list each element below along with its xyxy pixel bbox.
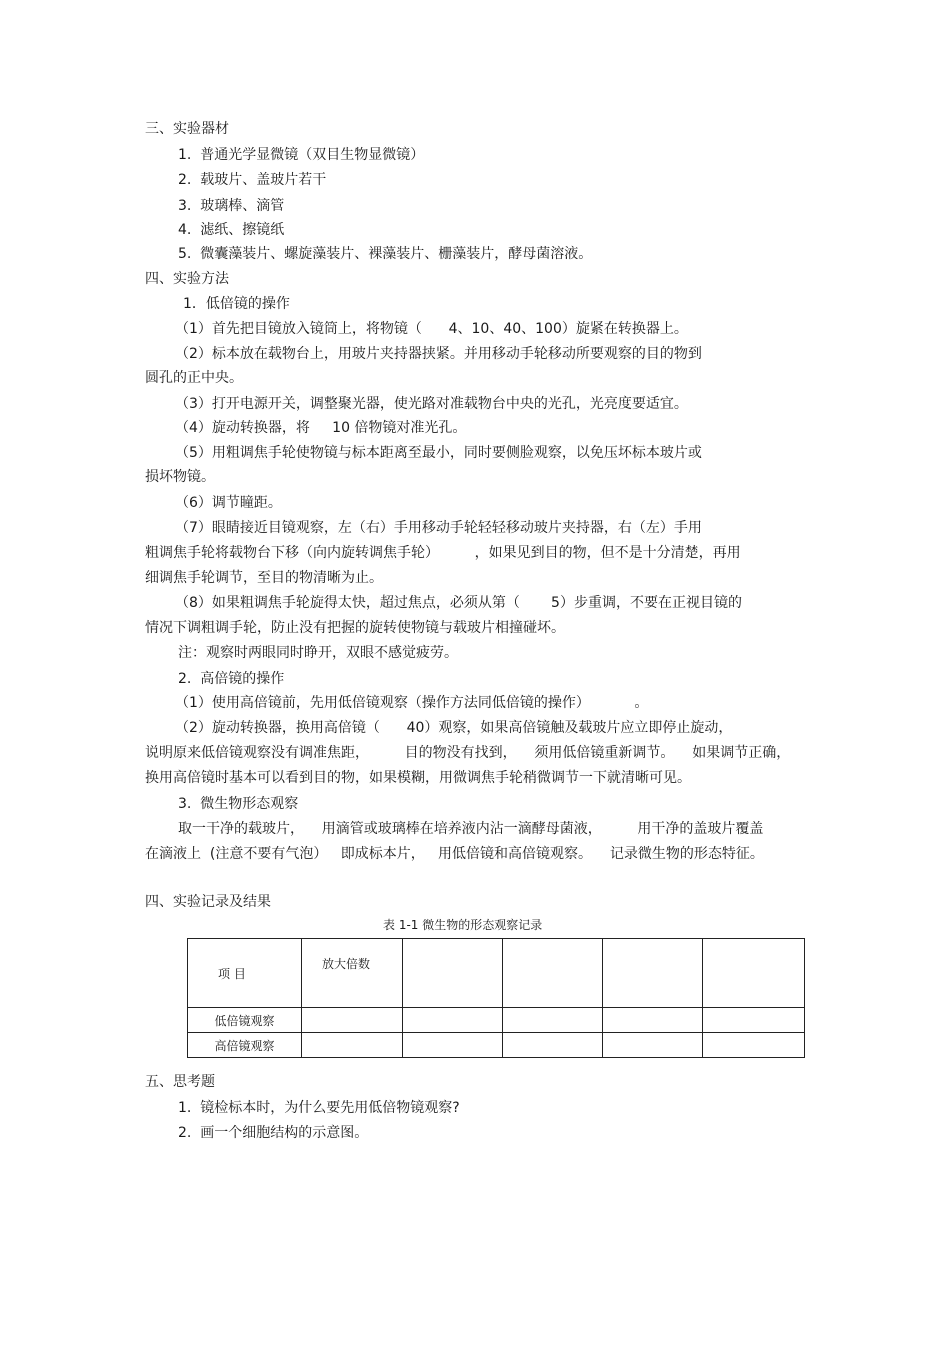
subsection-heading-low-power: 1．低倍镜的操作: [183, 296, 290, 312]
table-cell: [302, 1033, 403, 1058]
paragraph-line: （2）旋动转换器，换用高倍镜（ 40）观察，如果高倍镜触及载玻片应立即停止旋动，: [175, 720, 733, 736]
paragraph-line: （7）眼睛接近目镜观察，左（右）手用移动手轮轻轻移动玻片夹持器，右（左）手用: [175, 520, 702, 536]
list-item: 3. 玻璃棒、滴管: [178, 198, 285, 214]
table-header-cell: [603, 939, 703, 1008]
table-cell: [403, 1033, 503, 1058]
paragraph-line: 说明原来低倍镜观察没有调准焦距， 目的物没有找到， 须用低倍镜重新调节。 如果调节正确，: [145, 745, 791, 761]
paragraph-line: （5）用粗调焦手轮使物镜与标本距离至最小，同时要侧脸观察，以免压坏标本玻片或: [175, 445, 702, 461]
section-heading-equipment: 三、实验器材: [145, 121, 229, 137]
list-item: 2. 画一个细胞结构的示意图。: [178, 1125, 369, 1141]
paragraph-line: （8）如果粗调焦手轮旋得太快，超过焦点，必须从第（ 5）步重调，不要在正视目镜的: [175, 595, 742, 611]
paragraph-line: （4）旋动转换器，将 10 倍物镜对准光孔。: [175, 420, 467, 436]
section-heading-questions: 五、思考题: [145, 1074, 215, 1090]
paragraph-line: （1）首先把目镜放入镜筒上，将物镜（ 4、10、40、100）旋紧在转换器上。: [175, 321, 688, 337]
list-item: 1. 镜检标本时，为什么要先用低倍物镜观察?: [178, 1100, 460, 1116]
table-caption: 表 1-1 微生物的形态观察记录: [383, 918, 543, 932]
list-item: 1. 普通光学显微镜（双目生物显微镜）: [178, 147, 425, 163]
paragraph-line: 在滴液上 (注意不要有气泡） 即成标本片， 用低倍镜和高倍镜观察。 记录微生物的形态特征。: [145, 846, 764, 862]
table-cell: 低倍镜观察: [188, 1008, 302, 1033]
list-item: 5. 微囊藻装片、螺旋藻装片、裸藻装片、栅藻装片，酵母菌溶液。: [178, 246, 593, 262]
table-header-row: [188, 939, 805, 1008]
table-row: [188, 1008, 805, 1033]
table-cell: [603, 1008, 703, 1033]
paragraph-line: 圆孔的正中央。: [145, 370, 243, 386]
paragraph-line: 损坏物镜。: [145, 469, 215, 485]
table-header-cell: [503, 939, 603, 1008]
subsection-heading-micro: 3. 微生物形态观察: [178, 796, 299, 812]
table-cell: [403, 1008, 503, 1033]
table-cell: [603, 1033, 703, 1058]
table-header-cell: [703, 939, 805, 1008]
table-header-cell: 项 目: [188, 939, 302, 1008]
paragraph-line: （3）打开电源开关，调整聚光器，使光路对准载物台中央的光孔，光亮度要适宜。: [175, 396, 688, 412]
table-cell: [302, 1008, 403, 1033]
paragraph-line: （2）标本放在载物台上，用玻片夹持器挟紧。并用移动手轮移动所要观察的目的物到: [175, 346, 702, 362]
note-line: 注：观察时两眼同时睁开，双眼不感觉疲劳。: [178, 645, 458, 661]
subsection-heading-high-power: 2. 高倍镜的操作: [178, 671, 285, 687]
paragraph-line: 情况下调粗调手轮，防止没有把握的旋转使物镜与载玻片相撞碰坏。: [145, 620, 565, 636]
list-item: 4. 滤纸、擦镜纸: [178, 222, 285, 238]
observation-table: [187, 938, 805, 1058]
paragraph-line: 粗调焦手轮将载物台下移（向内旋转调焦手轮） ，如果见到目的物，但不是十分清楚，再用: [145, 545, 741, 561]
section-heading-method: 四、实验方法: [145, 271, 229, 287]
table-cell: [703, 1008, 805, 1033]
paragraph-line: 细调焦手轮调节，至目的物清晰为止。: [145, 570, 383, 586]
table-cell: 高倍镜观察: [188, 1033, 302, 1058]
paragraph-line: （6）调节瞳距。: [175, 495, 282, 511]
table-header-cell: 放大倍数: [302, 939, 403, 1008]
list-item: 2. 载玻片、盖玻片若干: [178, 172, 327, 188]
paragraph-line: 换用高倍镜时基本可以看到目的物，如果模糊，用微调焦手轮稍微调节一下就清晰可见。: [145, 770, 691, 786]
table-cell: [703, 1033, 805, 1058]
table-cell: [503, 1008, 603, 1033]
table-row: [188, 1033, 805, 1058]
table-cell: [503, 1033, 603, 1058]
paragraph-line: 取一干净的载玻片， 用滴管或玻璃棒在培养液内沾一滴酵母菌液， 用干净的盖玻片覆盖: [178, 821, 764, 837]
table-header-cell: [403, 939, 503, 1008]
section-heading-records: 四、实验记录及结果: [145, 894, 271, 910]
paragraph-line: （1）使用高倍镜前，先用低倍镜观察（操作方法同低倍镜的操作） 。: [175, 695, 649, 711]
